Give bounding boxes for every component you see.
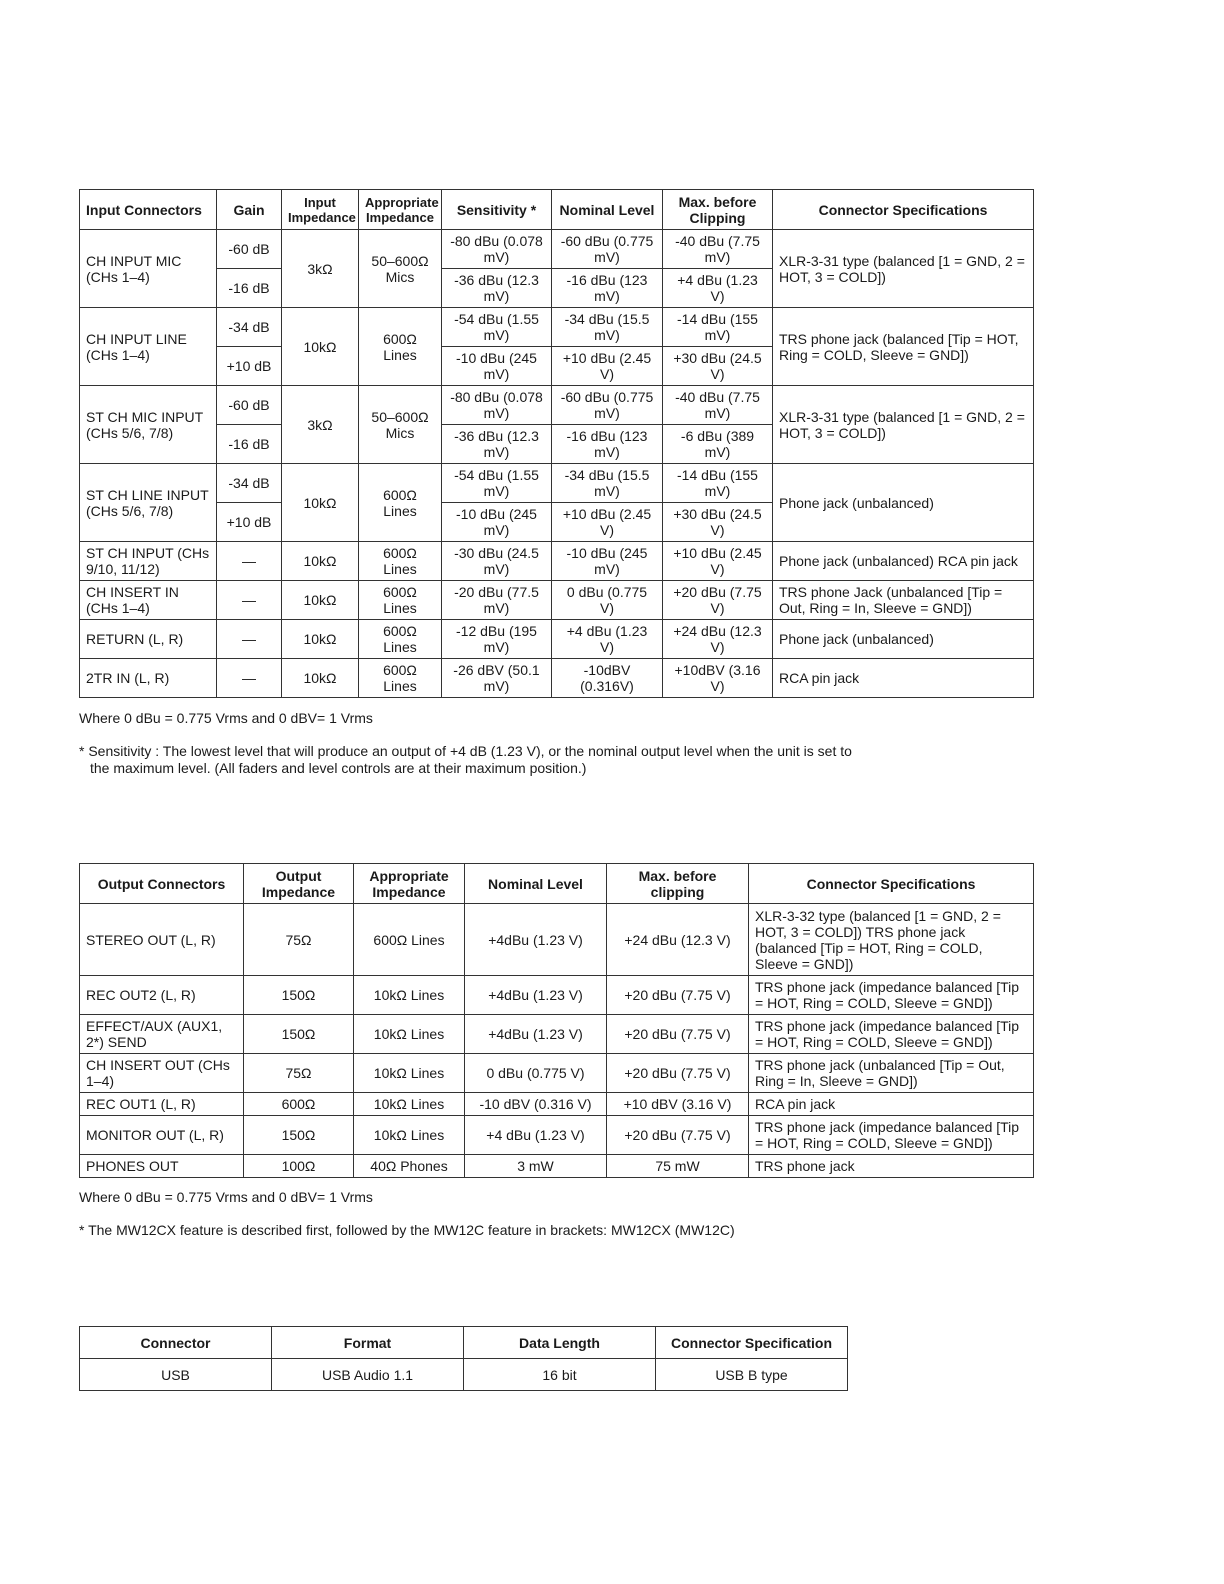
table-row [80,620,1034,659]
output-impedance-value: 600Ω [244,1093,354,1116]
connector-name: MONITOR OUT (L, R) [80,1116,244,1155]
gain-value: — [217,542,282,581]
sensitivity-value: -36 dBu (12.3 mV) [442,425,552,464]
usb-connector-value: USB [80,1359,272,1391]
connector-name: 2TR IN (L, R) [80,659,217,698]
input-table-note-sensitivity-line1: * Sensitivity : The lowest level that will produce an output of +4 dB (1.23 V), or the nominal output level when the unit is set to [79,743,852,759]
appropriate-impedance-value: 600Ω Lines [359,620,442,659]
max-level-value: -6 dBu (389 mV) [663,425,773,464]
table-row [80,1155,1034,1178]
gain-value: -34 dB [217,308,282,347]
nominal-level-value: -10 dBu (245 mV) [552,542,663,581]
table-row [80,542,1034,581]
nominal-level-value: -34 dBu (15.5 mV) [552,308,663,347]
sensitivity-value: -20 dBu (77.5 mV) [442,581,552,620]
appropriate-impedance-value: 600Ω Lines [359,464,442,542]
header-input-connectors: Input Connectors [80,190,217,230]
nominal-level-value: +4dBu (1.23 V) [465,1015,607,1054]
header-sensitivity: Sensitivity * [442,190,552,230]
nominal-level-value: -34 dBu (15.5 mV) [552,464,663,503]
nominal-level-value: 0 dBu (0.775 V) [465,1054,607,1093]
appropriate-impedance-value: 600Ω Lines [354,904,465,976]
header-gain: Gain [217,190,282,230]
appropriate-impedance-value: 10kΩ Lines [354,1015,465,1054]
table-row [80,1359,848,1391]
sensitivity-value: -36 dBu (12.3 mV) [442,269,552,308]
input-table-header-row [80,190,1034,230]
max-level-value: +20 dBu (7.75 V) [663,581,773,620]
output-table-header-row [80,864,1034,904]
appropriate-impedance-value: 10kΩ Lines [354,976,465,1015]
connector-name: STEREO OUT (L, R) [80,904,244,976]
input-impedance-value: 10kΩ [282,542,359,581]
header-format: Format [272,1327,464,1359]
output-table-note-units: Where 0 dBu = 0.775 Vrms and 0 dBV= 1 Vrms [79,1189,373,1205]
table-row [80,1054,1034,1093]
usb-connector-table [79,1326,848,1391]
input-impedance-value: 3kΩ [282,386,359,464]
appropriate-impedance-value: 600Ω Lines [359,308,442,386]
nominal-level-value: +4dBu (1.23 V) [465,904,607,976]
output-impedance-value: 150Ω [244,976,354,1015]
connector-name: CH INSERT IN (CHs 1–4) [80,581,217,620]
appropriate-impedance-value: 600Ω Lines [359,581,442,620]
connector-name: EFFECT/AUX (AUX1, 2*) SEND [80,1015,244,1054]
sensitivity-value: -26 dBV (50.1 mV) [442,659,552,698]
appropriate-impedance-value: 10kΩ Lines [354,1116,465,1155]
appropriate-impedance-value: 10kΩ Lines [354,1054,465,1093]
connector-name: ST CH LINE INPUT (CHs 5/6, 7/8) [80,464,217,542]
gain-value: -16 dB [217,269,282,308]
nominal-level-value: -10 dBV (0.316 V) [465,1093,607,1116]
sensitivity-value: -12 dBu (195 mV) [442,620,552,659]
input-impedance-value: 3kΩ [282,230,359,308]
gain-value: -60 dB [217,230,282,269]
connector-name: CH INSERT OUT (CHs 1–4) [80,1054,244,1093]
appropriate-impedance-value: 50–600Ω Mics [359,386,442,464]
header-connector-specifications: Connector Specifications [773,190,1034,230]
header-appropriate-impedance: Appropriate Impedance [359,190,442,230]
connector-name: CH INPUT MIC (CHs 1–4) [80,230,217,308]
appropriate-impedance-value: 600Ω Lines [359,542,442,581]
table-row [80,659,1034,698]
input-table-note-sensitivity-line2: the maximum level. (All faders and level controls are at their maximum position.) [90,760,587,776]
header-input-impedance: Input Impedance [282,190,359,230]
connector-spec-value: TRS phone jack (impedance balanced [Tip = HOT, Ring = COLD, Sleeve = GND]) [749,1015,1034,1054]
gain-value: +10 dB [217,347,282,386]
max-level-value: +10dBV (3.16 V) [663,659,773,698]
header-connector: Connector [80,1327,272,1359]
sensitivity-value: -80 dBu (0.078 mV) [442,386,552,425]
sensitivity-value: -10 dBu (245 mV) [442,347,552,386]
table-row [80,230,1034,269]
max-level-value: +24 dBu (12.3 V) [663,620,773,659]
connector-spec-value: Phone jack (unbalanced) RCA pin jack [773,542,1034,581]
max-level-value: -40 dBu (7.75 mV) [663,230,773,269]
appropriate-impedance-value: 40Ω Phones [354,1155,465,1178]
connector-name: ST CH INPUT (CHs 9/10, 11/12) [80,542,217,581]
connector-spec-value: TRS phone jack (balanced [Tip = HOT, Ring = COLD, Sleeve = GND]) [773,308,1034,386]
nominal-level-value: -16 dBu (123 mV) [552,269,663,308]
max-level-value: 75 mW [607,1155,749,1178]
connector-spec-value: XLR-3-31 type (balanced [1 = GND, 2 = HOT, 3 = COLD]) [773,386,1034,464]
header-max-before-clipping: Max. before clipping [607,864,749,904]
max-level-value: +20 dBu (7.75 V) [607,976,749,1015]
sensitivity-value: -80 dBu (0.078 mV) [442,230,552,269]
connector-spec-value: TRS phone jack [749,1155,1034,1178]
max-level-value: -14 dBu (155 mV) [663,464,773,503]
usb-data-length-value: 16 bit [464,1359,656,1391]
connector-name: PHONES OUT [80,1155,244,1178]
output-connectors-table [79,863,1034,1178]
header-output-impedance: Output Impedance [244,864,354,904]
output-impedance-value: 75Ω [244,1054,354,1093]
nominal-level-value: -10dBV (0.316V) [552,659,663,698]
max-level-value: -40 dBu (7.75 mV) [663,386,773,425]
gain-value: — [217,581,282,620]
nominal-level-value: -16 dBu (123 mV) [552,425,663,464]
max-level-value: +30 dBu (24.5 V) [663,347,773,386]
connector-name: CH INPUT LINE (CHs 1–4) [80,308,217,386]
header-appropriate-impedance: Appropriate Impedance [354,864,465,904]
header-nominal-level: Nominal Level [552,190,663,230]
output-impedance-value: 100Ω [244,1155,354,1178]
connector-spec-value: TRS phone jack (unbalanced [Tip = Out, Ring = In, Sleeve = GND]) [749,1054,1034,1093]
connector-spec-value: TRS phone jack (impedance balanced [Tip = HOT, Ring = COLD, Sleeve = GND]) [749,976,1034,1015]
input-table-note-units: Where 0 dBu = 0.775 Vrms and 0 dBV= 1 Vrms [79,710,373,726]
connector-spec-value: XLR-3-32 type (balanced [1 = GND, 2 = HOT, 3 = COLD]) TRS phone jack (balanced [Tip = HOT, Ring = COLD, Sleeve = GND]) [749,904,1034,976]
max-level-value: +10 dBu (2.45 V) [663,542,773,581]
nominal-level-value: +10 dBu (2.45 V) [552,347,663,386]
header-connector-specification: Connector Specification [656,1327,848,1359]
appropriate-impedance-value: 600Ω Lines [359,659,442,698]
header-max-before-clipping: Max. before Clipping [663,190,773,230]
sensitivity-value: -30 dBu (24.5 mV) [442,542,552,581]
connector-name: REC OUT1 (L, R) [80,1093,244,1116]
nominal-level-value: +4 dBu (1.23 V) [552,620,663,659]
nominal-level-value: +4 dBu (1.23 V) [465,1116,607,1155]
max-level-value: +20 dBu (7.75 V) [607,1015,749,1054]
table-row [80,904,1034,976]
connector-spec-value: RCA pin jack [773,659,1034,698]
header-data-length: Data Length [464,1327,656,1359]
connector-name: REC OUT2 (L, R) [80,976,244,1015]
connector-spec-value: TRS phone Jack (unbalanced [Tip = Out, Ring = In, Sleeve = GND]) [773,581,1034,620]
max-level-value: -14 dBu (155 mV) [663,308,773,347]
connector-spec-value: Phone jack (unbalanced) [773,620,1034,659]
input-impedance-value: 10kΩ [282,464,359,542]
header-output-connectors: Output Connectors [80,864,244,904]
table-row [80,1116,1034,1155]
table-row [80,386,1034,425]
connector-name: ST CH MIC INPUT (CHs 5/6, 7/8) [80,386,217,464]
max-level-value: +4 dBu (1.23 V) [663,269,773,308]
sensitivity-value: -54 dBu (1.55 mV) [442,308,552,347]
nominal-level-value: +4dBu (1.23 V) [465,976,607,1015]
header-connector-specifications: Connector Specifications [749,864,1034,904]
gain-value: — [217,659,282,698]
input-impedance-value: 10kΩ [282,620,359,659]
connector-spec-value: TRS phone jack (impedance balanced [Tip = HOT, Ring = COLD, Sleeve = GND]) [749,1116,1034,1155]
input-impedance-value: 10kΩ [282,659,359,698]
connector-spec-value: RCA pin jack [749,1093,1034,1116]
usb-format-value: USB Audio 1.1 [272,1359,464,1391]
input-impedance-value: 10kΩ [282,308,359,386]
nominal-level-value: -60 dBu (0.775 mV) [552,386,663,425]
appropriate-impedance-value: 50–600Ω Mics [359,230,442,308]
nominal-level-value: -60 dBu (0.775 mV) [552,230,663,269]
sensitivity-value: -54 dBu (1.55 mV) [442,464,552,503]
nominal-level-value: +10 dBu (2.45 V) [552,503,663,542]
sensitivity-value: -10 dBu (245 mV) [442,503,552,542]
usb-table-header-row [80,1327,848,1359]
appropriate-impedance-value: 10kΩ Lines [354,1093,465,1116]
header-nominal-level: Nominal Level [465,864,607,904]
gain-value: +10 dB [217,503,282,542]
usb-connector-spec-value: USB B type [656,1359,848,1391]
output-impedance-value: 150Ω [244,1116,354,1155]
gain-value: -60 dB [217,386,282,425]
nominal-level-value: 3 mW [465,1155,607,1178]
input-connectors-table [79,189,1034,698]
table-row [80,1015,1034,1054]
table-row [80,1093,1034,1116]
output-table-note-models: * The MW12CX feature is described first, followed by the MW12C feature in brackets: MW12CX (MW12C) [79,1222,735,1238]
gain-value: — [217,620,282,659]
table-row [80,976,1034,1015]
max-level-value: +30 dBu (24.5 V) [663,503,773,542]
gain-value: -34 dB [217,464,282,503]
output-impedance-value: 150Ω [244,1015,354,1054]
table-row [80,308,1034,347]
gain-value: -16 dB [217,425,282,464]
table-row [80,464,1034,503]
connector-spec-value: XLR-3-31 type (balanced [1 = GND, 2 = HOT, 3 = COLD]) [773,230,1034,308]
max-level-value: +10 dBV (3.16 V) [607,1093,749,1116]
connector-spec-value: Phone jack (unbalanced) [773,464,1034,542]
table-row [80,581,1034,620]
max-level-value: +20 dBu (7.75 V) [607,1054,749,1093]
max-level-value: +24 dBu (12.3 V) [607,904,749,976]
max-level-value: +20 dBu (7.75 V) [607,1116,749,1155]
output-impedance-value: 75Ω [244,904,354,976]
connector-name: RETURN (L, R) [80,620,217,659]
nominal-level-value: 0 dBu (0.775 V) [552,581,663,620]
input-impedance-value: 10kΩ [282,581,359,620]
